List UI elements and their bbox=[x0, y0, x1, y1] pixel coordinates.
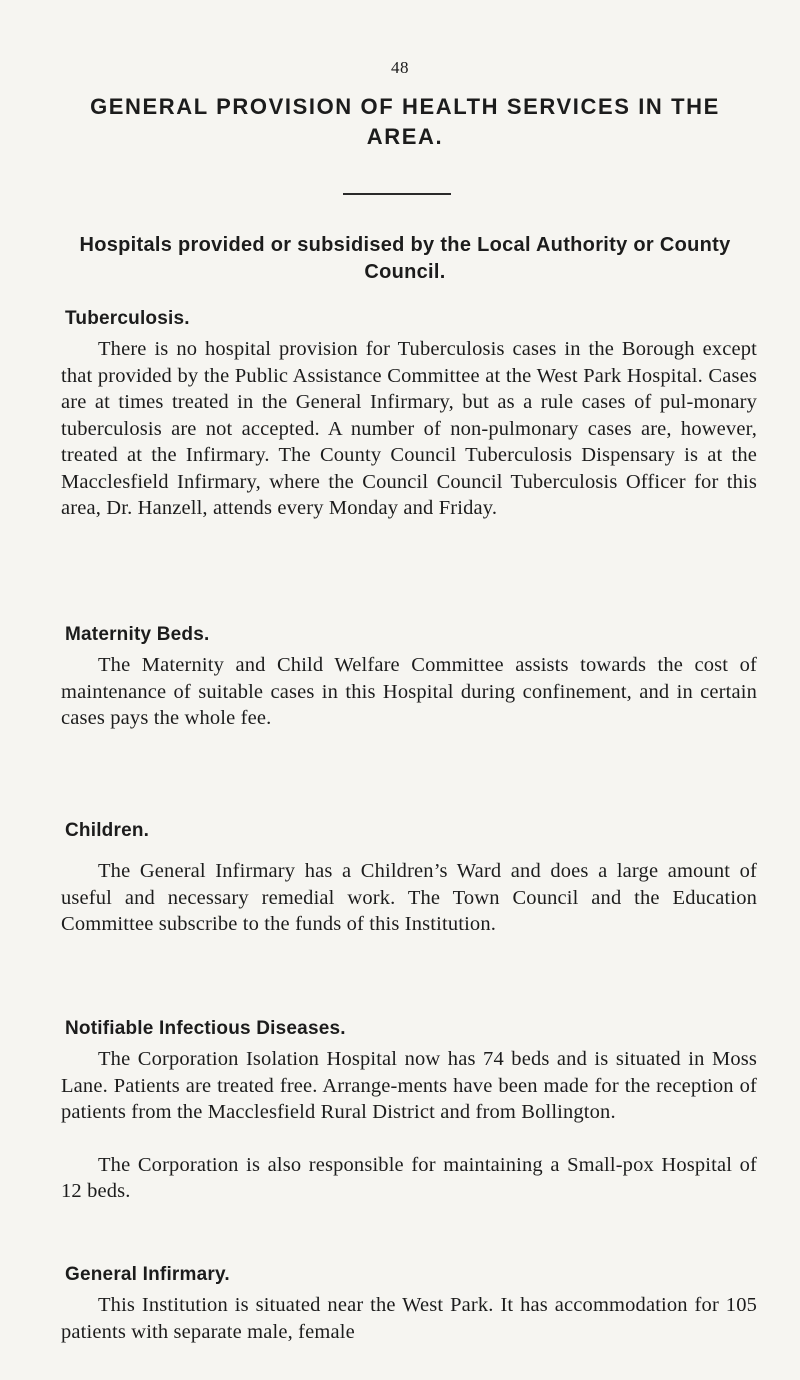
page-subtitle: Hospitals provided or subsidised by the Local Authority or County Council. bbox=[79, 234, 731, 283]
section-heading: Notifiable Infectious Diseases. bbox=[65, 1018, 346, 1039]
section-paragraph: The General Infirmary has a Children’s Ward and does a large amount of useful and necessary remedial work. The Town Council and the Education Committee subscribe to the funds of this Institution. bbox=[61, 860, 757, 935]
section-heading: Maternity Beds. bbox=[65, 624, 210, 645]
section-heading: Children. bbox=[65, 820, 150, 841]
section-general-infirmary bbox=[61, 1262, 757, 1345]
divider-rule bbox=[343, 193, 451, 195]
section-children bbox=[61, 818, 757, 938]
section-heading: Tuberculosis. bbox=[65, 308, 190, 329]
section-heading: General Infirmary. bbox=[65, 1264, 230, 1285]
section-spacer bbox=[61, 844, 757, 858]
section-paragraph: The Maternity and Child Welfare Committee assists towards the cost of maintenance of suitable cases in this Hospital during confinement, and in certain cases pays the whole fee. bbox=[61, 654, 757, 729]
section-maternity-beds bbox=[61, 622, 757, 732]
page-number: 48 bbox=[391, 58, 409, 77]
section-paragraph: The Corporation Isolation Hospital now has 74 beds and is situated in Moss Lane. Patients are treated free. Arrange-ments have been made for the reception of patients from the Macclesfield Rural District and from Bollington. bbox=[61, 1048, 757, 1123]
section-paragraph: The Corporation is also responsible for maintaining a Small-pox Hospital of 12 beds. bbox=[61, 1153, 757, 1202]
section-notifiable-diseases bbox=[61, 1016, 757, 1205]
section-tuberculosis bbox=[61, 306, 757, 522]
section-paragraph: There is no hospital provision for Tuberculosis cases in the Borough except that provided by the Public Assistance Committee at the West Park Hospital. Cases are at times treated in the General Infirmary, but as a rule cases of pul-monary tuberculosis are not accepted. A number of non-pulmonary cases are, however, treated at the Infirmary. The County Council Tuberculosis Dispensary is at the Macclesfield Infirmary, where the Council Council Tuberculosis Officer for this area, Dr. Hanzell, attends every Monday and Friday. bbox=[61, 338, 757, 519]
page-title: GENERAL PROVISION OF HEALTH SERVICES IN THE AREA. bbox=[90, 94, 720, 149]
section-paragraph: This Institution is situated near the West Park. It has accommodation for 105 patients with separate male, female bbox=[61, 1294, 757, 1343]
